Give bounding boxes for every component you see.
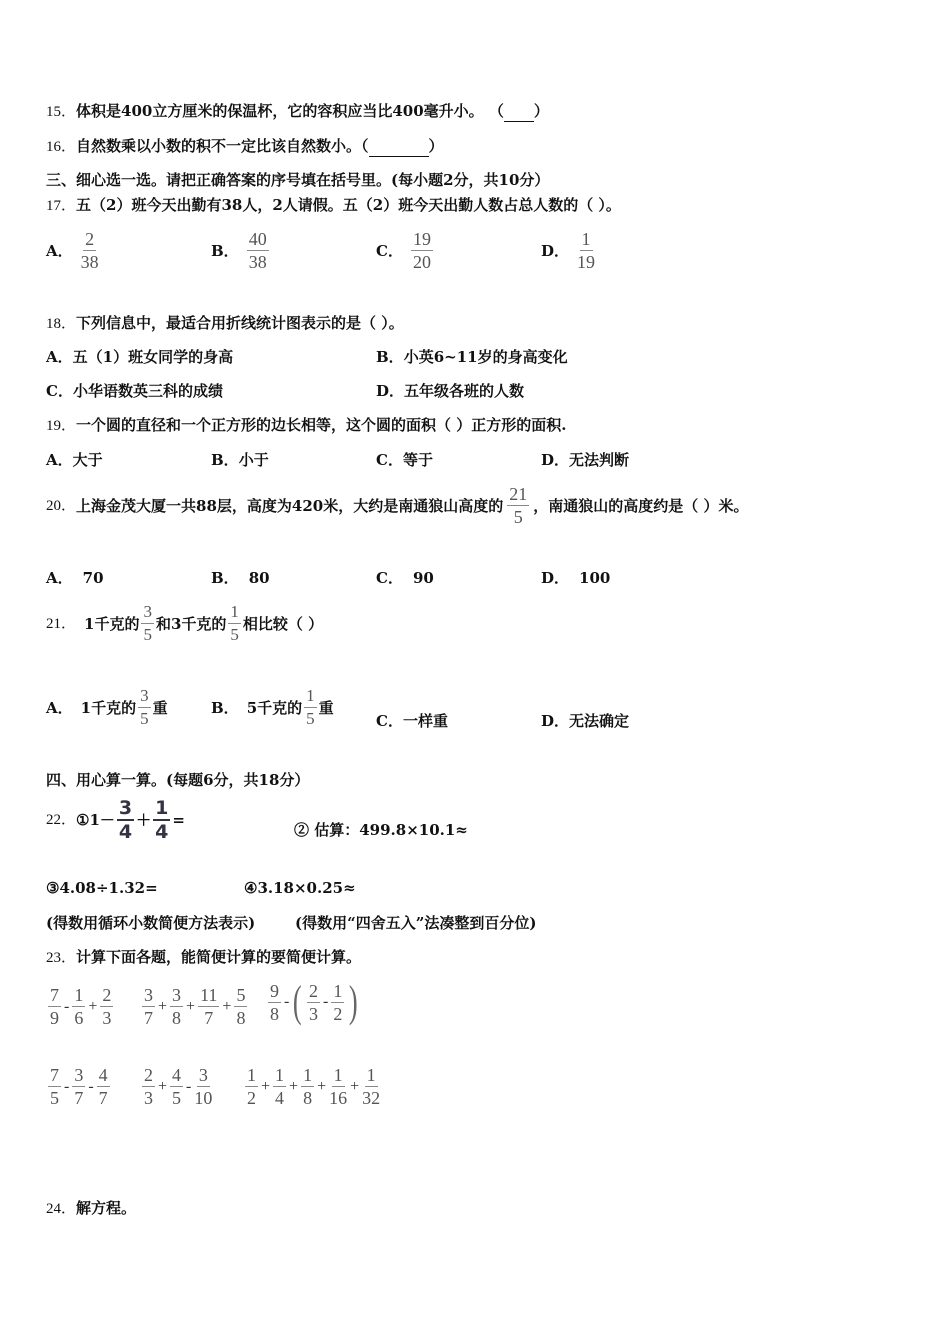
plus-sign: +	[289, 1077, 299, 1095]
option-text: 80	[248, 569, 270, 587]
fraction: $\frac{1}{2}$	[333, 980, 343, 1024]
question-number: 23．	[46, 950, 77, 966]
option-text: 90	[412, 569, 434, 587]
option-text: 小华语数英三科的成绩	[72, 382, 223, 400]
option-b[interactable]	[211, 229, 271, 272]
fraction: $\frac{40}{38}$	[248, 229, 267, 272]
plus-sign: +	[317, 1077, 327, 1095]
expression-4	[46, 1065, 112, 1108]
fraction: $\frac{7}{9}$	[50, 985, 59, 1028]
equals-sign: =	[172, 811, 185, 829]
option-text: 无法判断	[569, 451, 630, 469]
option-label: C．	[376, 569, 403, 587]
fraction: $\frac{3}{10}$	[194, 1065, 213, 1108]
option-a[interactable]	[46, 686, 168, 729]
fraction: $\frac{3}{8}$	[172, 985, 182, 1028]
fraction: $\frac{19}{20}$	[412, 229, 431, 272]
option-label: A．	[46, 698, 73, 717]
plus-sign: +	[158, 997, 168, 1015]
fraction: $\frac{3}{4}$	[118, 797, 133, 843]
question-number: 18．	[46, 316, 77, 332]
expression-2	[140, 985, 249, 1028]
option-d[interactable]	[541, 711, 629, 731]
question-22-part-2: ② 估算：499.8×10.1≈	[294, 821, 468, 839]
question-22-note-2: (得数用“四舍五入”法凑整到百分位)	[295, 914, 537, 932]
option-label: D．	[541, 712, 570, 730]
question-text: 自然数乘以小数的积不一定比该自然数小。（	[76, 137, 369, 155]
fraction: $\frac{1}{16}$	[329, 1065, 348, 1108]
fraction: $\frac{5}{8}$	[236, 985, 246, 1028]
option-d[interactable]	[541, 568, 610, 588]
fraction: $\frac{7}{5}$	[50, 1065, 59, 1108]
fraction: $\frac{1}{2}$	[247, 1065, 256, 1108]
question-text: 解方程。	[76, 1199, 137, 1217]
option-d[interactable]	[541, 450, 629, 470]
question-text: 下列信息中，最适合用折线统计图表示的是（ ）。	[76, 314, 404, 332]
option-c[interactable]	[376, 229, 435, 272]
option-label: C．	[46, 382, 73, 400]
option-b[interactable]	[211, 686, 334, 729]
fraction: $\frac{9}{8}$	[270, 980, 279, 1024]
fraction: $\frac{2}{3}$	[102, 985, 112, 1028]
option-text: 五年级各班的人数	[404, 382, 525, 400]
fraction: $\frac{3}{7}$	[144, 985, 153, 1028]
question-number: 17．	[46, 198, 77, 214]
question-number: 15．	[46, 104, 77, 120]
plus-sign: +	[350, 1077, 360, 1095]
question-number: 21．	[46, 615, 77, 632]
option-text: 5千克的	[246, 698, 303, 717]
question-16	[46, 136, 444, 157]
section-4-heading: 四、用心算一算。(每题6分，共18分）	[46, 771, 310, 789]
option-b[interactable]	[376, 347, 568, 367]
option-label: C．	[376, 712, 403, 730]
option-label: A．	[46, 451, 73, 469]
question-18	[46, 313, 404, 334]
option-a[interactable]	[46, 347, 233, 367]
expression-5	[140, 1065, 214, 1108]
minus-sign: -	[64, 997, 70, 1015]
fraction: $\frac{1}{8}$	[303, 1065, 313, 1108]
question-text: 相比较（ ）	[242, 614, 324, 633]
answer-blank[interactable]	[369, 136, 429, 157]
fraction: $\frac{2}{3}$	[144, 1065, 153, 1108]
minus-sign: -	[88, 1077, 94, 1095]
question-number: 20．	[46, 497, 77, 514]
fraction: $\frac{2}{38}$	[80, 229, 99, 272]
fraction: $\frac{1}{19}$	[577, 229, 596, 272]
expression-3	[266, 977, 361, 1026]
option-text: 小于	[238, 451, 269, 469]
expression-6	[243, 1065, 382, 1108]
fraction: $\frac{1}{6}$	[74, 985, 84, 1028]
question-text: 计算下面各题，能简便计算的要简便计算。	[76, 948, 362, 966]
question-number: 16．	[46, 139, 77, 155]
question-15	[46, 101, 549, 122]
question-text: 上海金茂大厦一共88层，高度为420米，大约是南通狼山高度的	[76, 496, 504, 515]
option-label: B．	[211, 241, 239, 260]
option-d[interactable]	[541, 229, 597, 272]
option-label: A．	[46, 241, 73, 260]
fraction: $\frac{4}{7}$	[98, 1065, 108, 1108]
option-a[interactable]	[46, 568, 104, 588]
close-paren: )	[349, 977, 359, 1026]
option-label: D．	[541, 241, 570, 260]
fraction: $\frac{1}{4}$	[155, 797, 169, 843]
option-text: 等于	[402, 451, 433, 469]
close-paren: ）	[428, 137, 444, 155]
option-label: A．	[46, 348, 73, 366]
option-b[interactable]	[211, 568, 270, 588]
option-text: 重	[152, 698, 168, 717]
option-c[interactable]	[46, 381, 223, 401]
question-21	[46, 602, 323, 645]
fraction: $\frac{21}{5}$	[509, 484, 528, 527]
question-text: 和3千克的	[155, 614, 227, 633]
option-label: B．	[376, 348, 404, 366]
fraction: $\frac{4}{5}$	[172, 1065, 182, 1108]
question-22-part-1	[46, 798, 185, 842]
fraction: $\frac{3}{7}$	[74, 1065, 84, 1108]
plus-sign: +	[186, 997, 196, 1015]
question-number: 22．	[46, 812, 77, 828]
option-b[interactable]	[211, 450, 269, 470]
question-19	[46, 415, 566, 436]
option-text: 无法确定	[569, 712, 630, 730]
option-c[interactable]	[376, 711, 448, 731]
fraction: $\frac{2}{3}$	[308, 980, 318, 1024]
question-text: 五（2）班今天出勤有38人，2人请假。五（2）班今天出勤人数占总人数的（ ）。	[76, 196, 621, 214]
option-label: A．	[46, 569, 73, 587]
question-24	[46, 1198, 136, 1219]
plus-sign: +	[88, 997, 98, 1015]
close-paren: ）	[533, 102, 549, 120]
minus-sign: -	[322, 993, 329, 1010]
plus-sign: ＋	[136, 811, 152, 829]
open-paren: (	[293, 977, 303, 1026]
option-label: D．	[376, 382, 405, 400]
fraction: $\frac{1}{5}$	[230, 602, 239, 644]
question-23	[46, 947, 361, 968]
option-text: 70	[82, 569, 104, 587]
option-c[interactable]	[376, 568, 434, 588]
question-text: 1千克的	[84, 614, 140, 633]
option-text: 1千克的	[80, 698, 137, 717]
fraction: $\frac{3}{5}$	[143, 602, 152, 644]
question-text: 一个圆的直径和一个正方形的边长相等，这个圆的面积（ ）正方形的面积.	[76, 416, 567, 434]
option-text: 小英6~11岁的身高变化	[403, 348, 568, 366]
minus-sign: -	[284, 993, 290, 1010]
minus-sign: -	[64, 1077, 70, 1095]
plus-sign: +	[222, 997, 232, 1015]
fraction: $\frac{1}{32}$	[362, 1065, 381, 1108]
question-17	[46, 195, 621, 216]
option-text: 重	[318, 698, 334, 717]
option-label: B．	[211, 698, 239, 717]
question-22-note-1: (得数用循环小数简便方法表示)	[46, 914, 256, 932]
expression-1	[46, 985, 115, 1028]
question-22-part-4: ④3.18×0.25≈	[244, 879, 356, 897]
fraction: $\frac{3}{5}$	[140, 686, 149, 728]
plus-sign: +	[158, 1077, 168, 1095]
option-text: 100	[579, 569, 611, 587]
option-text: 大于	[72, 451, 103, 469]
option-label: C．	[376, 451, 403, 469]
question-text: 体积是400立方厘米的保温杯，它的容积应当比400毫升小。 （	[76, 102, 504, 120]
option-a[interactable]	[46, 450, 103, 470]
section-3-heading: 三、细心选一选。请把正确答案的序号填在括号里。(每小题2分，共10分）	[46, 171, 550, 189]
question-20	[46, 484, 748, 527]
option-c[interactable]	[376, 450, 433, 470]
expression-text: ①1－	[76, 811, 115, 829]
option-text: 一样重	[402, 712, 448, 730]
question-text-end: ，南通狼山的高度约是（ ）米。	[533, 496, 749, 515]
option-label: D．	[541, 451, 570, 469]
option-d[interactable]	[376, 381, 524, 401]
option-label: D．	[541, 569, 570, 587]
fraction: $\frac{11}{7}$	[200, 985, 218, 1028]
option-label: B．	[211, 569, 239, 587]
option-a[interactable]	[46, 229, 101, 272]
fraction: $\frac{1}{5}$	[306, 686, 315, 728]
fraction: $\frac{1}{4}$	[275, 1065, 285, 1108]
option-label: C．	[376, 241, 403, 260]
question-22-part-3: ③4.08÷1.32=	[46, 879, 158, 897]
answer-blank[interactable]	[504, 101, 534, 122]
option-label: B．	[211, 451, 239, 469]
plus-sign: +	[261, 1077, 271, 1095]
question-number: 19．	[46, 418, 77, 434]
option-text: 五（1）班女同学的身高	[72, 348, 234, 366]
question-number: 24．	[46, 1201, 77, 1217]
minus-sign: -	[186, 1077, 192, 1095]
